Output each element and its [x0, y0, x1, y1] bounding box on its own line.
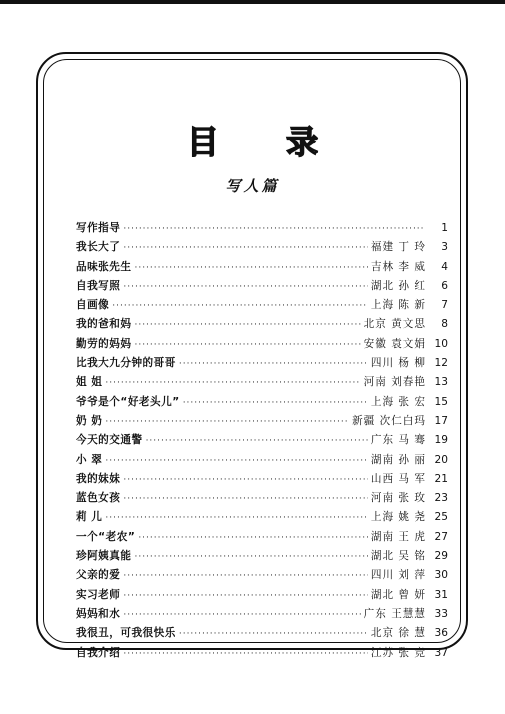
dot-leader	[112, 301, 368, 311]
dot-leader	[123, 224, 423, 234]
dot-leader	[179, 629, 368, 639]
dot-leader	[123, 571, 368, 581]
toc-entry-page: 7	[441, 299, 448, 312]
toc-entry-title: 今天的交通警	[76, 434, 143, 447]
toc-entry-title: 爷爷是个“好老头儿”	[76, 395, 180, 408]
toc-entry[interactable]	[76, 529, 448, 548]
toc-entry[interactable]	[76, 297, 448, 316]
top-rule	[0, 0, 505, 4]
toc-entry-title: 莉 儿	[76, 511, 103, 524]
toc-entry-title: 一个“老农”	[76, 530, 136, 543]
dot-leader	[134, 320, 360, 330]
page-title: 目 录	[186, 123, 347, 161]
toc-entry[interactable]	[76, 278, 448, 297]
toc-entry-title: 珍阿姨真能	[76, 550, 132, 563]
toc-entry-title: 我很丑，可我很快乐	[76, 627, 176, 640]
toc-entry-title: 姐 姐	[76, 376, 103, 389]
toc-entry-page: 19	[434, 434, 448, 447]
section-title: 写人篇	[225, 177, 280, 195]
toc-entry-page: 25	[434, 511, 448, 524]
toc-entry-page: 36	[434, 627, 448, 640]
toc-entry-title: 我长大了	[76, 241, 121, 254]
toc-entry-author: 湖南 王 虎	[370, 530, 426, 543]
toc-entry[interactable]	[76, 355, 448, 374]
toc-entry[interactable]	[76, 220, 448, 239]
table-of-contents	[76, 220, 448, 664]
toc-entry-author: 湖北 孙 红	[370, 279, 426, 292]
toc-entry-title: 妈妈和水	[76, 607, 121, 620]
toc-entry-author: 江苏 张 竞	[370, 646, 426, 659]
toc-entry-page: 3	[441, 241, 448, 254]
dot-leader	[123, 282, 368, 292]
toc-entry-author: 新疆 次仁白玛	[352, 414, 426, 427]
toc-entry-author: 安徽 袁文娟	[363, 337, 426, 350]
toc-entry-title: 父亲的爱	[76, 569, 121, 582]
toc-entry[interactable]	[76, 259, 448, 278]
dot-leader	[138, 533, 368, 543]
toc-entry-author: 四川 刘 萍	[370, 569, 426, 582]
toc-entry-title: 写作指导	[76, 222, 121, 234]
toc-entry-page: 4	[441, 260, 448, 273]
toc-entry-page: 6	[441, 279, 448, 292]
toc-entry-title: 比我大九分钟的哥哥	[76, 357, 176, 370]
toc-entry-page: 27	[434, 530, 448, 543]
toc-entry-author: 河南 刘春艳	[363, 376, 426, 389]
toc-entry-page: 15	[434, 395, 448, 408]
toc-entry-title: 小 翠	[76, 453, 103, 466]
dot-leader	[105, 378, 360, 388]
toc-entry-page: 8	[441, 318, 448, 331]
toc-entry-page: 21	[434, 472, 448, 485]
toc-entry-title: 我的妹妹	[76, 472, 121, 485]
toc-entry-page: 20	[434, 453, 448, 466]
toc-entry-page: 30	[434, 569, 448, 582]
toc-entry-title: 自我介绍	[76, 646, 121, 659]
dot-leader	[123, 591, 368, 601]
toc-entry-author: 四川 杨 柳	[370, 357, 426, 370]
toc-entry[interactable]	[76, 336, 448, 355]
toc-entry-page: 29	[434, 550, 448, 563]
dot-leader	[183, 398, 368, 408]
toc-entry-page: 1	[441, 222, 448, 234]
dot-leader	[146, 436, 368, 446]
toc-entry-page: 23	[434, 492, 448, 505]
toc-entry[interactable]	[76, 509, 448, 528]
dot-leader	[105, 513, 367, 523]
dot-leader	[123, 610, 360, 620]
toc-entry[interactable]	[76, 413, 448, 432]
toc-entry-author: 上海 陈 新	[370, 299, 426, 312]
dot-leader	[123, 475, 368, 485]
dot-leader	[179, 359, 368, 369]
toc-entry-page: 33	[434, 607, 448, 620]
toc-entry-title: 我的爸和妈	[76, 318, 132, 331]
toc-entry-page: 12	[434, 357, 448, 370]
toc-entry-author: 湖北 吴 铭	[370, 550, 426, 563]
toc-entry-page: 13	[434, 376, 448, 389]
toc-entry-author: 上海 姚 尧	[370, 511, 426, 524]
toc-entry-author: 河南 张 玫	[370, 492, 426, 505]
toc-entry-title: 蓝色女孩	[76, 492, 121, 505]
toc-entry-author: 上海 张 宏	[370, 395, 426, 408]
toc-entry-author: 湖南 孙 丽	[370, 453, 426, 466]
toc-entry[interactable]	[76, 471, 448, 490]
toc-entry-title: 自我写照	[76, 279, 121, 292]
toc-entry-author: 福建 丁 玲	[370, 241, 426, 254]
toc-entry-page: 31	[434, 588, 448, 601]
toc-entry-author: 湖北 曾 妍	[370, 588, 426, 601]
dot-leader	[105, 417, 349, 427]
toc-entry[interactable]	[76, 394, 448, 413]
toc-entry-title: 奶 奶	[76, 414, 103, 427]
toc-entry[interactable]	[76, 239, 448, 258]
toc-entry[interactable]	[76, 606, 448, 625]
toc-entry-page: 10	[434, 337, 448, 350]
toc-entry[interactable]	[76, 432, 448, 451]
toc-entry[interactable]	[76, 625, 448, 644]
toc-entry-title: 自画像	[76, 299, 110, 312]
toc-entry[interactable]	[76, 567, 448, 586]
toc-entry-title: 实习老师	[76, 588, 121, 601]
toc-entry-author: 广东 马 骞	[370, 434, 426, 447]
dot-leader	[134, 552, 367, 562]
toc-entry-page: 17	[434, 414, 448, 427]
toc-entry[interactable]	[76, 587, 448, 606]
toc-entry-author: 北京 徐 慧	[370, 627, 426, 640]
toc-entry[interactable]	[76, 490, 448, 509]
toc-entry[interactable]	[76, 374, 448, 393]
toc-entry-author: 北京 黄文思	[363, 318, 426, 331]
toc-entry-title: 品味张先生	[76, 260, 132, 273]
toc-entry[interactable]	[76, 452, 448, 471]
toc-entry-author: 广东 王慧慧	[363, 607, 426, 620]
toc-entry[interactable]	[76, 645, 448, 664]
dot-leader	[123, 494, 368, 504]
toc-entry[interactable]	[76, 548, 448, 567]
dot-leader	[123, 243, 368, 253]
toc-entry-page: 37	[434, 646, 448, 659]
toc-entry-author: 山西 马 军	[370, 472, 426, 485]
toc-entry-title: 勤劳的妈妈	[76, 337, 132, 350]
toc-entry-author: 吉林 李 威	[370, 260, 426, 273]
dot-leader	[134, 340, 360, 350]
dot-leader	[134, 263, 367, 273]
dot-leader	[105, 456, 367, 466]
toc-entry[interactable]	[76, 316, 448, 335]
dot-leader	[123, 649, 368, 659]
